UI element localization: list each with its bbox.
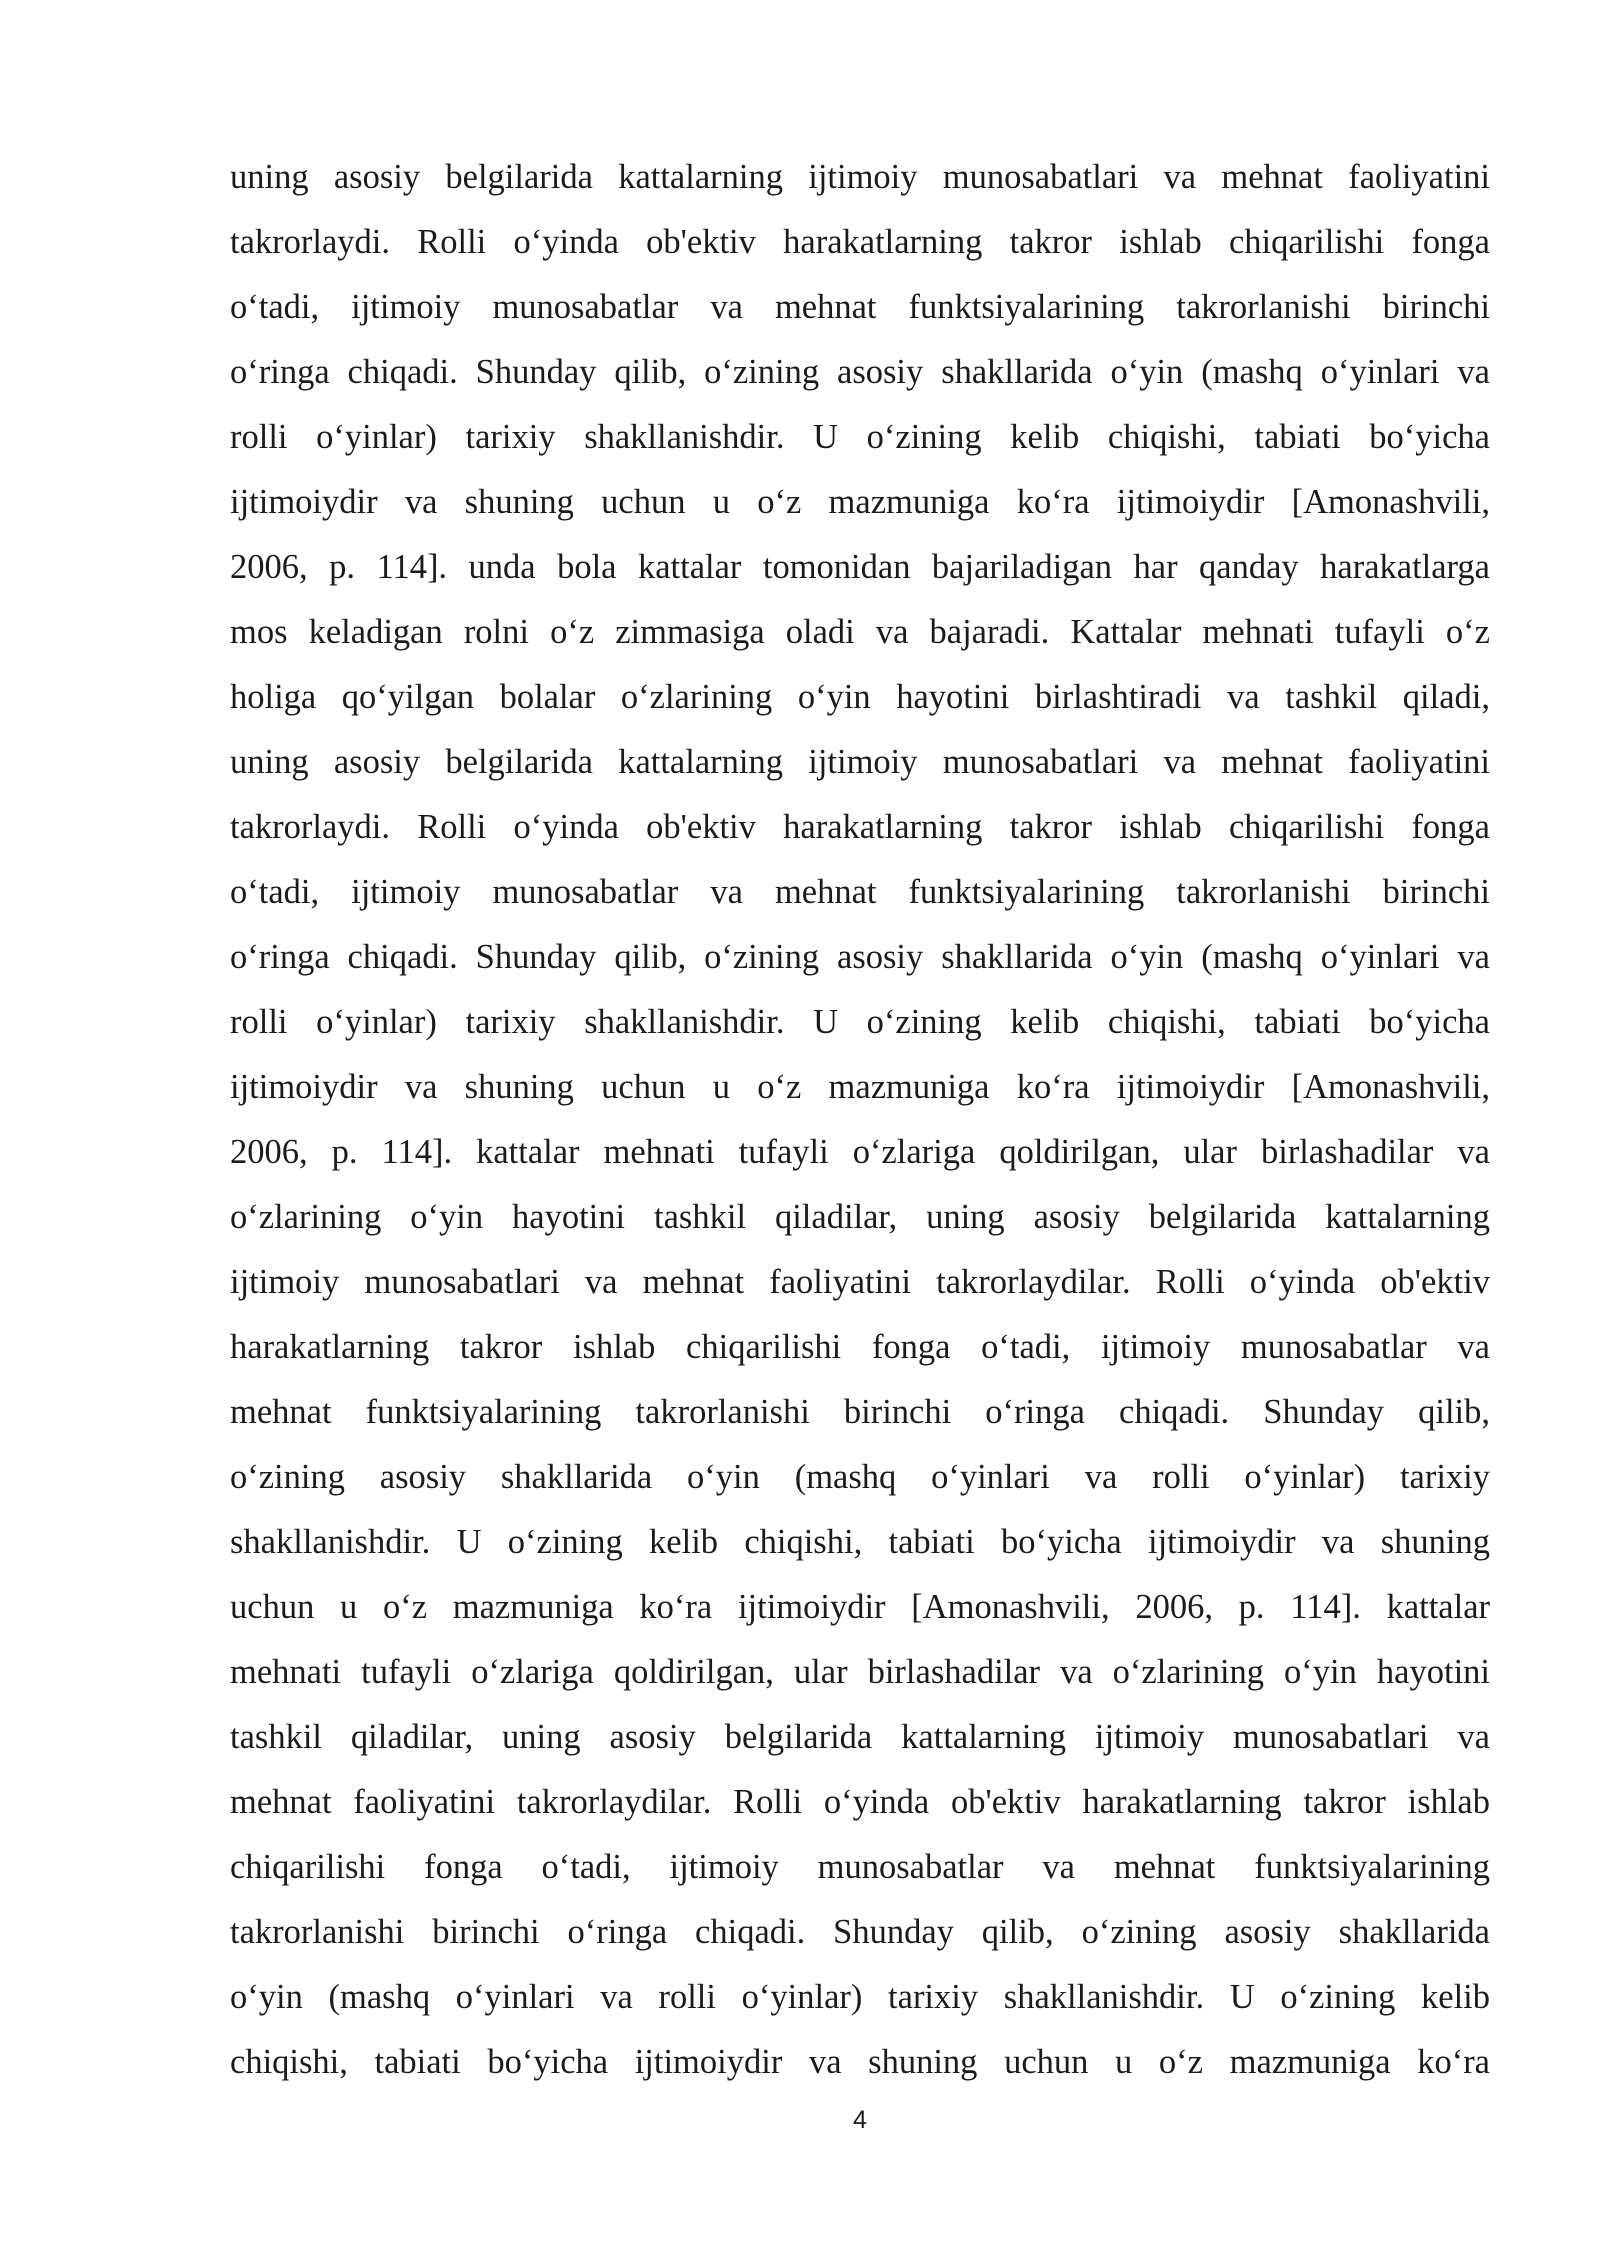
text-line: uchun u o‘z mazmuniga ko‘ra ijtimoiydir [Amonashvili, 2006, p. 114]. kattalar: [230, 1588, 1490, 1626]
page-number: 4: [853, 2106, 867, 2134]
body-paragraph: [230, 145, 1490, 2095]
text-line: o‘ringa chiqadi. Shunday qilib, o‘zining asosiy shakllarida o‘yin (mashq o‘yinlari va: [230, 353, 1490, 391]
text-line: mehnati tufayli o‘zlariga qoldirilgan, ular birlashadilar va o‘zlarining o‘yin hayotini: [230, 1653, 1490, 1691]
text-line: o‘tadi, ijtimoiy munosabatlar va mehnat funktsiyalarining takrorlanishi birinchi: [230, 288, 1490, 326]
text-line: mehnat faoliyatini takrorlaydilar. Rolli o‘yinda ob'ektiv harakatlarning takror ishlab: [230, 1783, 1490, 1821]
text-line: ijtimoiydir va shuning uchun u o‘z mazmuniga ko‘ra ijtimoiydir [Amonashvili,: [230, 1068, 1490, 1106]
text-line: 2006, p. 114]. unda bola kattalar tomonidan bajariladigan har qanday harakatlarga: [230, 548, 1490, 586]
text-line: chiqarilishi fonga o‘tadi, ijtimoiy munosabatlar va mehnat funktsiyalarining: [230, 1848, 1490, 1886]
text-line: harakatlarning takror ishlab chiqarilishi fonga o‘tadi, ijtimoiy munosabatlar va: [230, 1328, 1490, 1366]
text-line: tashkil qiladilar, uning asosiy belgilarida kattalarning ijtimoiy munosabatlari va: [230, 1718, 1490, 1756]
text-line: chiqishi, tabiati bo‘yicha ijtimoiydir va shuning uchun u o‘z mazmuniga ko‘ra: [230, 2043, 1490, 2081]
text-line: o‘yin (mashq o‘yinlari va rolli o‘yinlar) tarixiy shakllanishdir. U o‘zining kelib: [230, 1978, 1490, 2016]
text-line: takrorlaydi. Rolli o‘yinda ob'ektiv harakatlarning takror ishlab chiqarilishi fonga: [230, 808, 1490, 846]
text-line: takrorlaydi. Rolli o‘yinda ob'ektiv harakatlarning takror ishlab chiqarilishi fonga: [230, 223, 1490, 261]
text-line: mehnat funktsiyalarining takrorlanishi birinchi o‘ringa chiqadi. Shunday qilib,: [230, 1393, 1490, 1431]
text-line: takrorlanishi birinchi o‘ringa chiqadi. Shunday qilib, o‘zining asosiy shakllarida: [230, 1913, 1490, 1951]
text-line: holiga qo‘yilgan bolalar o‘zlarining o‘yin hayotini birlashtiradi va tashkil qiladi,: [230, 678, 1490, 716]
text-line: rolli o‘yinlar) tarixiy shakllanishdir. U o‘zining kelib chiqishi, tabiati bo‘yicha: [230, 418, 1490, 456]
text-line: shakllanishdir. U o‘zining kelib chiqishi, tabiati bo‘yicha ijtimoiydir va shuning: [230, 1523, 1490, 1561]
text-line: o‘zlarining o‘yin hayotini tashkil qiladilar, uning asosiy belgilarida kattalarning: [230, 1198, 1490, 1236]
text-line: o‘tadi, ijtimoiy munosabatlar va mehnat funktsiyalarining takrorlanishi birinchi: [230, 873, 1490, 911]
text-line: ijtimoiy munosabatlari va mehnat faoliyatini takrorlaydilar. Rolli o‘yinda ob'ektiv: [230, 1263, 1490, 1301]
text-line: o‘ringa chiqadi. Shunday qilib, o‘zining asosiy shakllarida o‘yin (mashq o‘yinlari va: [230, 938, 1490, 976]
text-line: 2006, p. 114]. kattalar mehnati tufayli o‘zlariga qoldirilgan, ular birlashadilar va: [230, 1133, 1490, 1171]
text-line: uning asosiy belgilarida kattalarning ijtimoiy munosabatlari va mehnat faoliyatini: [230, 743, 1490, 781]
text-line: uning asosiy belgilarida kattalarning ijtimoiy munosabatlari va mehnat faoliyatini: [230, 158, 1490, 196]
text-line: rolli o‘yinlar) tarixiy shakllanishdir. U o‘zining kelib chiqishi, tabiati bo‘yicha: [230, 1003, 1490, 1041]
text-line: mos keladigan rolni o‘z zimmasiga oladi va bajaradi. Kattalar mehnati tufayli o‘z: [230, 613, 1490, 651]
text-line: ijtimoiydir va shuning uchun u o‘z mazmuniga ko‘ra ijtimoiydir [Amonashvili,: [230, 483, 1490, 521]
text-line: o‘zining asosiy shakllarida o‘yin (mashq o‘yinlari va rolli o‘yinlar) tarixiy: [230, 1458, 1490, 1496]
